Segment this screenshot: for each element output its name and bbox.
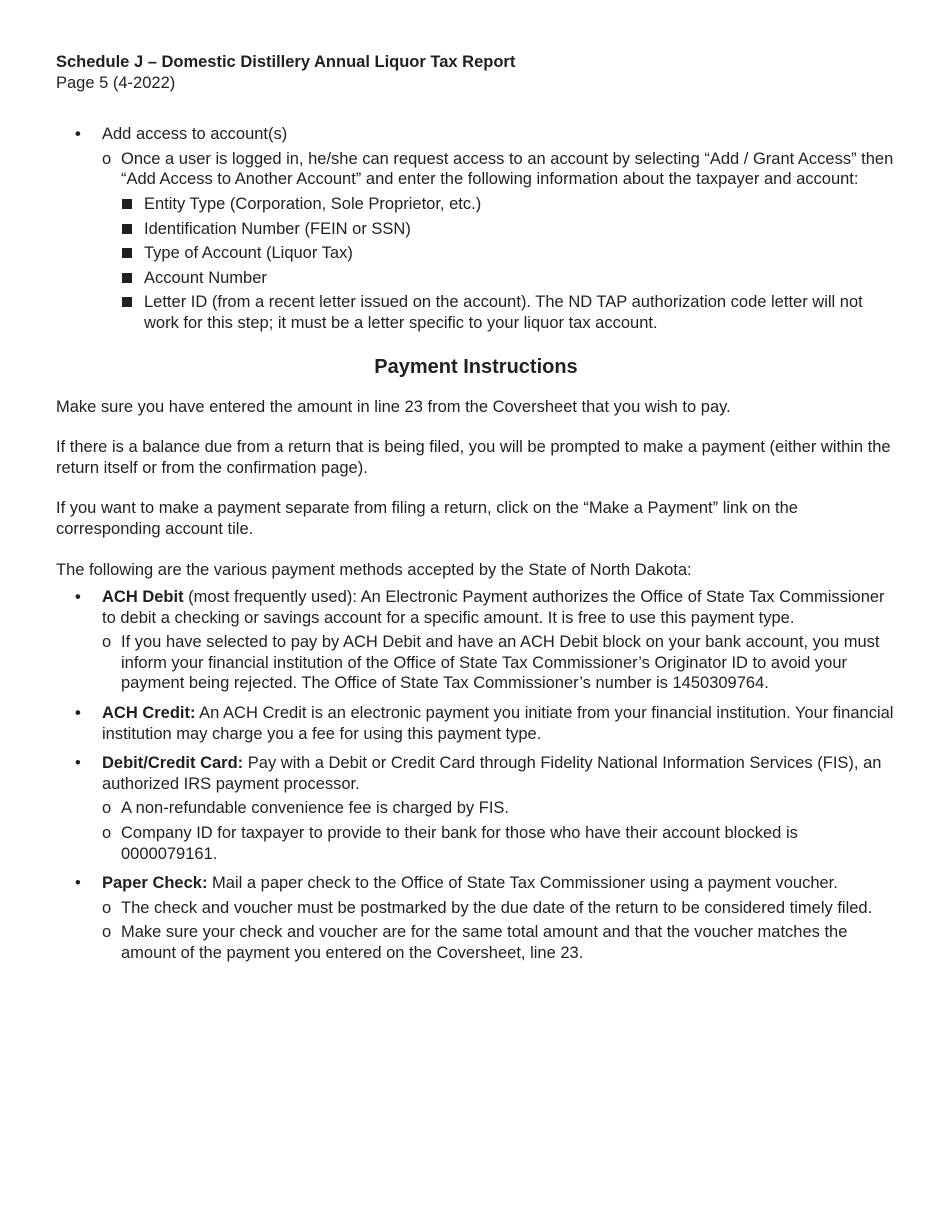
list-item-card: • Debit/Credit Card: Pay with a Debit or Credit Card through Fidelity National Information Services (FIS), an authorized IRS payment processor. — [75, 754, 882, 793]
list-item-account-type: Type of Account (Liquor Tax) — [56, 243, 896, 264]
bullet-icon: • — [75, 874, 81, 893]
page-number: Page 5 (4-2022) — [56, 73, 176, 92]
circle-bullet-icon: o — [102, 824, 112, 843]
section-heading-payment: Payment Instructions — [374, 355, 578, 378]
document-title: Schedule J – Domestic Distillery Annual Liquor Tax Report — [56, 53, 516, 71]
sub-item-ach-debit-block: o If you have selected to pay by ACH Debit and have an ACH Debit block on your bank account, you must inform your financial institution of the Office of State Tax Commissioner’s Originator ID to avoid your payment being rejected. The Office of State Tax Commissioner’s number is 1450309764. — [102, 633, 880, 693]
square-bullet-icon — [122, 297, 132, 307]
paragraph-balance-due: If there is a balance due from a return that is being filed, you will be prompted to make a payment (either within the return itself or from the confirmation page). — [56, 438, 891, 477]
sub-item-card-company-id: o Company ID for taxpayer to provide to their bank for those who have their account blocked is 0000079161. — [102, 824, 798, 863]
sub-item-check-postmark: o The check and voucher must be postmarked by the due date of the return to be considered timely filed. — [102, 898, 873, 917]
paragraph-separate-payment: If you want to make a payment separate from filing a return, click on the “Make a Payment” link on the corresponding account tile. — [56, 499, 798, 538]
list-item-add-access: • Add access to account(s) — [75, 125, 288, 144]
document-page — [56, 52, 896, 964]
bullet-icon: • — [75, 704, 81, 723]
list-item-paper-check: • Paper Check: Mail a paper check to the Office of State Tax Commissioner using a payment voucher. — [75, 874, 838, 893]
list-item-letter-id: Letter ID (from a recent letter issued on the account). The ND TAP authorization code letter will not work for this step; it must be a letter specific to your liquor tax account. — [56, 292, 896, 333]
list-item-ach-debit: • ACH Debit (most frequently used): An Electronic Payment authorizes the Office of State Tax Commissioner to debit a checking or savings account for a specific amount. It is free to use this payment type. — [75, 588, 885, 627]
circle-bullet-icon: o — [102, 149, 112, 168]
sub-item-request-access: o Once a user is logged in, he/she can request access to an account by selecting “Add / Grant Access” then “Add Access to Another Account” and enter the following information about the taxpayer and account: — [102, 149, 894, 189]
list-item-account-number: Account Number — [56, 268, 896, 289]
list-item-entity-type: Entity Type (Corporation, Sole Proprietor, etc.) — [56, 194, 896, 215]
list-item-identification-number: Identification Number (FEIN or SSN) — [56, 219, 896, 240]
circle-bullet-icon: o — [102, 898, 112, 917]
circle-bullet-icon: o — [102, 923, 112, 942]
bullet-icon: • — [75, 588, 81, 607]
square-bullet-icon — [122, 224, 132, 234]
square-bullet-icon — [122, 273, 132, 283]
bullet-icon: • — [75, 754, 81, 773]
sub-item-card-fee: o A non-refundable convenience fee is charged by FIS. — [102, 799, 509, 818]
list-item-ach-credit: • ACH Credit: An ACH Credit is an electronic payment you initiate from your financial institution. Your financial institution may charge you a fee for using this payment type. — [75, 704, 894, 743]
sub-item-check-voucher: o Make sure your check and voucher are for the same total amount and that the voucher matches the amount of the payment you entered on the Coversheet, line 23. — [102, 923, 848, 962]
paragraph-amount: Make sure you have entered the amount in line 23 from the Coversheet that you wish to pay. — [56, 397, 731, 416]
circle-bullet-icon: o — [102, 799, 112, 818]
bullet-icon: • — [75, 125, 81, 144]
square-bullet-icon — [122, 248, 132, 258]
paragraph-payment-methods: The following are the various payment methods accepted by the State of North Dakota: — [56, 560, 692, 579]
circle-bullet-icon: o — [102, 633, 112, 652]
square-bullet-icon — [122, 199, 132, 209]
